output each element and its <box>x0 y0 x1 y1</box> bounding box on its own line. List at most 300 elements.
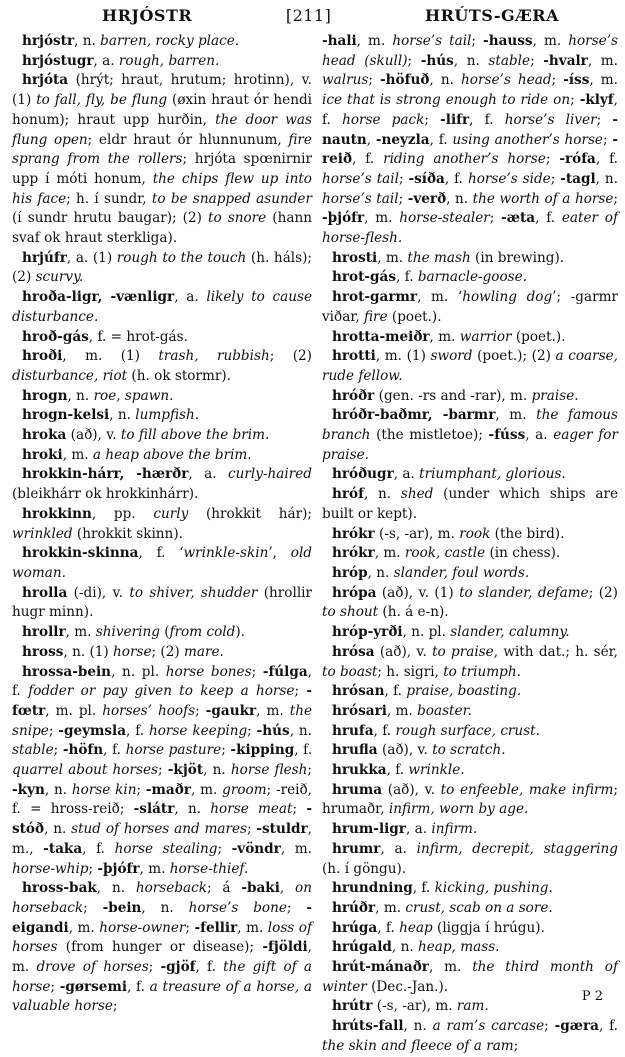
dictionary-entry <box>322 1017 618 1056</box>
grammar-text: , m. <box>237 919 268 936</box>
headword: -geymsla <box>58 722 127 739</box>
headword: -kyn <box>12 781 45 798</box>
definition: to triumph. <box>443 663 521 680</box>
headword: hroða-ligr, -vænligr <box>22 289 175 306</box>
grammar-text: (h. í göngu). <box>322 860 407 877</box>
definition: groom <box>222 781 267 798</box>
right-column <box>322 32 618 1057</box>
definition: horse’s tail <box>392 33 472 49</box>
definition: a heap above the brim. <box>92 446 252 463</box>
grammar-text: , n. <box>289 722 312 739</box>
definition: shed <box>400 486 434 503</box>
headword: -fúss <box>488 427 526 444</box>
headword: -reið <box>322 131 618 168</box>
grammar-text: , n. <box>391 939 418 956</box>
definition: to scratch. <box>432 742 506 759</box>
definition: horses’ hoofs <box>102 702 196 719</box>
grammar-text: , f. <box>444 170 468 187</box>
grammar-text: , a. <box>174 289 207 306</box>
definition: the chips flew up into his face <box>12 170 312 207</box>
definition: likely to cause disturbance. <box>12 289 312 325</box>
headword: -íss <box>563 72 590 89</box>
headword: hrokkin-hárr, -hærðr <box>22 466 189 483</box>
grammar-text: ; hrjóta spœnirnir upp í móti honum, <box>12 151 312 187</box>
definition: to enfeeble, make infirm <box>440 781 614 798</box>
headword: -kjöt <box>167 762 204 779</box>
headword: -baki <box>241 880 280 897</box>
dictionary-entry <box>322 328 618 348</box>
headword: hróp-yrði <box>332 624 403 641</box>
grammar-text: , a. (1) <box>66 249 117 266</box>
grammar-text: , m. <box>532 33 569 49</box>
grammar-text: , n. <box>44 781 72 798</box>
grammar-text: , f. <box>127 978 150 995</box>
headword: hrútr <box>332 998 373 1015</box>
definition: horse-thief. <box>169 860 249 877</box>
definition: the door was flung open <box>12 111 312 148</box>
headword: hrút-mánaðr <box>332 959 429 976</box>
headword: -höfuð <box>380 72 430 89</box>
grammar-text: (hrýt; hraut, hrutum; hrotinn), v. (1) <box>12 72 312 109</box>
headword: -gaukr <box>205 702 257 719</box>
definition: trash, rubbish <box>158 348 270 365</box>
grammar-text: , m. (1) <box>62 348 159 365</box>
definition: sword <box>430 348 473 365</box>
headword: hróðr <box>332 387 375 404</box>
grammar-text: , m. <box>190 781 223 798</box>
dictionary-entry <box>12 643 312 663</box>
definition: eater of horse-flesh. <box>322 210 618 247</box>
headword: hrundning <box>332 880 413 897</box>
grammar-text: , m. <box>364 210 400 227</box>
grammar-text: , m. pl. <box>45 702 103 719</box>
grammar-text: , n. pl. <box>111 663 166 680</box>
definition: howling dog <box>462 289 553 306</box>
grammar-text: ( <box>159 624 170 641</box>
grammar-text: (liggja í hrúgu). <box>432 919 545 936</box>
headword: -rófa <box>559 151 596 168</box>
dictionary-entry <box>12 406 312 426</box>
grammar-text: ; <box>48 722 59 739</box>
headword: hrot-garmr <box>332 289 418 306</box>
headword: -æta <box>501 210 536 227</box>
grammar-text: , f. <box>412 880 435 897</box>
definition: horse pasture <box>125 742 222 759</box>
grammar-text: , a. <box>188 466 229 483</box>
grammar-text: , n. pl. <box>402 624 451 641</box>
definition: slander, foul words. <box>393 564 530 581</box>
definition: to snore <box>208 210 267 227</box>
grammar-text: , m. <box>495 407 537 424</box>
grammar-text: , a. <box>525 427 554 444</box>
definition: from cold <box>169 624 236 641</box>
definition: old woman. <box>12 545 312 581</box>
headword: hróf <box>332 486 364 503</box>
grammar-text: ; (2) <box>269 348 312 365</box>
definition: ice that is strong enough to ride on <box>322 92 571 109</box>
grammar-text: ). <box>235 624 245 641</box>
grammar-text: , f. <box>386 762 409 779</box>
headword: -kipping <box>230 742 295 759</box>
grammar-text: , m. <box>139 860 170 877</box>
grammar-text: , n. <box>74 33 101 49</box>
dictionary-entry <box>12 446 312 466</box>
grammar-text: , f. <box>429 131 453 148</box>
grammar-text: , n. <box>174 801 211 818</box>
grammar-text: ; <box>398 170 409 187</box>
dictionary-entry <box>12 387 312 407</box>
headword: -hauss <box>483 33 533 49</box>
headword: -stuldr <box>256 821 308 838</box>
dictionary-entry <box>12 52 312 72</box>
definition: rook, castle <box>404 545 486 562</box>
dictionary-entry <box>12 328 312 348</box>
headword: hrufa <box>332 722 374 739</box>
headword: -höfn <box>62 742 104 759</box>
grammar-text: , f. <box>12 663 312 700</box>
dictionary-entry <box>12 249 312 288</box>
grammar-text: ; <box>544 1018 555 1035</box>
headword: hrúgald <box>332 939 392 956</box>
definition: horse-stealer <box>399 210 490 227</box>
definition: fire <box>363 308 388 325</box>
definition: to shout <box>322 604 379 621</box>
definition: to slander, defame <box>459 584 589 601</box>
grammar-text: (-s, -ar), m. <box>374 525 460 542</box>
dictionary-entry <box>322 643 618 682</box>
grammar-text: ; <box>292 801 307 818</box>
grammar-text: (hrokkit skinn). <box>72 525 183 542</box>
definition: the famous branch <box>322 407 618 444</box>
headword: -fúlga <box>262 663 308 680</box>
grammar-text: (hrokkit hár); <box>188 505 312 522</box>
headword: hrjóstr <box>22 33 75 49</box>
definition: to praise <box>432 643 494 660</box>
grammar-text: ; h. í sundr, <box>66 190 152 207</box>
dictionary-entry <box>322 958 618 997</box>
grammar-text: (poet.). <box>511 328 566 345</box>
grammar-text: ; <box>53 742 63 759</box>
headword: hrot-gás <box>332 269 396 286</box>
grammar-text: ; á <box>206 880 242 897</box>
header-right-guideword: HRÚTS-GÆRA <box>425 6 559 25</box>
grammar-text: , f. <box>384 683 407 700</box>
definition: horse flesh <box>230 762 308 779</box>
grammar-text: , f. <box>396 269 418 286</box>
grammar-text: ; <box>424 111 441 128</box>
grammar-text: , n. <box>453 52 489 69</box>
dictionary-entry <box>322 544 618 564</box>
definition: rook <box>459 525 491 542</box>
definition: disturbance, riot <box>12 367 128 384</box>
definition: rough surface, crust. <box>395 722 540 739</box>
definition: riding another’s horse <box>383 151 546 168</box>
definition: ram. <box>456 998 489 1015</box>
grammar-text: , m. (1) <box>375 348 431 365</box>
definition: wrinkle-skin <box>183 545 269 562</box>
grammar-text: , n. <box>44 821 72 838</box>
dictionary-entry <box>12 879 312 1017</box>
grammar-text: , m. <box>386 702 418 719</box>
grammar-text: ; <box>217 840 232 857</box>
grammar-text: (poet.). <box>387 308 442 325</box>
grammar-text: , m. <box>589 72 619 89</box>
grammar-text: ; h. sigri, <box>377 663 444 680</box>
grammar-text: , m. <box>587 52 618 69</box>
grammar-text: (að), v. (1) <box>376 584 460 601</box>
grammar-text: , m. <box>280 840 312 857</box>
headword: hroði <box>22 348 63 365</box>
grammar-text: , a. <box>405 821 432 838</box>
headword: hrokkin-skinna <box>22 545 139 562</box>
page-number: [211] <box>285 6 332 25</box>
definition: horse’s side <box>467 170 551 187</box>
dictionary-entry <box>12 584 312 623</box>
headword: -neyzla <box>375 131 430 148</box>
grammar-text: ; <box>112 998 118 1015</box>
definition: a treasure of a horse, a valuable horse <box>12 978 312 1015</box>
grammar-text: , n. <box>446 190 473 207</box>
definition: loss of horses <box>12 919 312 956</box>
grammar-text: , n. <box>595 170 618 187</box>
grammar-text: , n. <box>67 387 94 404</box>
headword: -hali <box>322 33 357 49</box>
dictionary-entry <box>322 584 618 623</box>
grammar-text: ; <box>294 683 307 700</box>
dictionary-entry <box>322 564 618 584</box>
grammar-text: (í sundr hrutu baugar); (2) <box>12 210 209 227</box>
headword: -gæra <box>554 1018 599 1035</box>
definition: rough to the touch <box>116 249 247 266</box>
definition: horseback <box>135 880 207 897</box>
headword: -klyf <box>579 92 614 109</box>
grammar-text: , m. <box>356 33 393 49</box>
grammar-text: , f. ‘ <box>138 545 184 562</box>
grammar-text: (h. á e-n). <box>378 604 449 621</box>
dictionary-entry <box>322 820 618 840</box>
grammar-text: (in chess). <box>485 545 561 562</box>
grammar-text: ; <box>513 1037 519 1054</box>
grammar-text: , n. <box>141 899 189 916</box>
definition: horse-owner <box>99 919 186 936</box>
headword: hrossa-bein <box>22 663 112 680</box>
definition: barnacle-goose. <box>417 269 528 286</box>
definition: infirm. <box>431 821 478 838</box>
headword: hrotti <box>332 348 376 365</box>
grammar-text: , <box>366 131 376 148</box>
grammar-text: ’; -garmr viðar, <box>322 289 619 325</box>
grammar-text: , m. <box>428 959 473 976</box>
definition: the worth of a horse <box>472 190 614 207</box>
definition: to fill above the brim. <box>120 427 270 444</box>
definition: curly-haired <box>228 466 312 483</box>
grammar-text: ; <box>136 781 146 798</box>
grammar-text: ; <box>489 210 502 227</box>
grammar-text: , f. <box>598 1018 618 1035</box>
headword: hrókr <box>332 525 375 542</box>
headword: -stóð <box>12 801 312 838</box>
dictionary-entry <box>322 268 618 288</box>
grammar-text: ; <box>195 702 206 719</box>
grammar-text: , m. <box>65 624 96 641</box>
definition: horse’s head (skull) <box>322 33 618 69</box>
headword: hróp <box>332 564 368 581</box>
headword: hrókr <box>332 545 375 562</box>
grammar-text: , a. <box>380 840 417 857</box>
grammar-text: ; hrumaðr, <box>322 781 618 818</box>
grammar-text: , m. <box>256 702 290 719</box>
grammar-text: (-s, -ar), m. <box>372 998 457 1015</box>
headword: -hvalr <box>543 52 588 69</box>
definition: quarrel about horses <box>12 762 158 779</box>
dictionary-entry <box>322 682 618 702</box>
definition: the snipe <box>12 702 312 739</box>
headword: hrósari <box>332 702 387 719</box>
definition: the gift of a horse <box>12 959 313 995</box>
grammar-text: , f. <box>352 151 384 168</box>
headword: hrufla <box>332 742 378 759</box>
grammar-text: ; <box>551 72 564 89</box>
grammar-text: (the mistletoe); <box>370 427 489 444</box>
headword: hrosti <box>332 249 378 266</box>
headword: hross-bak <box>22 880 97 897</box>
headword: -nautn <box>322 111 619 148</box>
definition: using another’s horse <box>452 131 603 148</box>
grammar-text: , n. <box>367 564 394 581</box>
definition: lumpfish. <box>135 407 200 424</box>
dictionary-entry <box>12 505 312 544</box>
definition: a ram’s carcase <box>432 1018 545 1035</box>
definition: horse keeping <box>148 722 248 739</box>
grammar-text: , f. <box>294 742 313 759</box>
headword: -slátr <box>133 801 175 818</box>
headword: hross <box>22 643 64 660</box>
dictionary-entry <box>322 387 618 407</box>
grammar-text: , f. <box>195 959 224 976</box>
grammar-text: (bleikhárr ok hrokkinhárr). <box>12 486 199 503</box>
grammar-text: ; <box>602 131 613 148</box>
headword: hrum-ligr <box>332 821 406 838</box>
grammar-text: , f. <box>322 92 618 128</box>
grammar-text: , n. <box>403 1018 433 1035</box>
headword: hrjúfr <box>22 249 67 266</box>
definition: to fall, fly, be flung <box>36 92 168 109</box>
dictionary-entry <box>12 32 312 52</box>
definition: horse bones <box>165 663 252 680</box>
grammar-text: (poet.); (2) <box>472 348 556 365</box>
grammar-text: (að), v. <box>382 781 441 798</box>
grammar-text: ; <box>307 762 312 779</box>
definition: wrinkled <box>12 525 73 542</box>
grammar-text: (under which ships are built or kept). <box>322 486 618 522</box>
dictionary-entry <box>322 938 618 958</box>
definition: warrior <box>459 328 512 345</box>
grammar-text: ; <box>221 742 231 759</box>
definition: horse meat <box>210 801 293 818</box>
grammar-text: , f. <box>377 919 400 936</box>
headword: hrúga <box>332 919 378 936</box>
grammar-text: ; -reið, f. = hross-reið; <box>12 781 312 818</box>
grammar-text: , f. <box>103 742 126 759</box>
headword: -fœtr <box>12 683 312 719</box>
definition: walrus <box>322 72 369 89</box>
grammar-text: (the bird). <box>490 525 565 542</box>
definition: on horseback <box>12 880 312 916</box>
definition: slander, calumny. <box>450 624 570 641</box>
headword: -verð <box>407 190 447 207</box>
dictionary-entry <box>322 406 618 465</box>
grammar-text: (að), v. <box>377 742 433 759</box>
headword: -hús <box>256 722 290 739</box>
headword: -fellir <box>194 919 238 936</box>
headword: -hús <box>420 52 454 69</box>
dictionary-entry <box>322 485 618 524</box>
definition: stable <box>488 52 531 69</box>
headword: hroð-gás <box>22 328 89 345</box>
definition: fire sprang from the rollers <box>12 131 312 168</box>
headword: hroka <box>22 427 67 444</box>
grammar-text: ; <box>185 919 195 936</box>
headword: -maðr <box>145 781 191 798</box>
grammar-text: , f. <box>469 111 505 128</box>
definition: crust, scab on a sore. <box>405 899 553 916</box>
dictionary-entry <box>322 761 618 781</box>
dictionary-entry <box>12 663 312 880</box>
dictionary-entry <box>322 997 618 1017</box>
grammar-text: , with dat.; h. sér, <box>493 643 618 660</box>
grammar-text: ; (2) <box>151 643 184 660</box>
definition: praise, boasting. <box>406 683 522 700</box>
grammar-text: (h. háls); (2) <box>12 249 313 286</box>
definition: horse-whip <box>12 860 89 877</box>
grammar-text: , n. <box>363 486 401 503</box>
definition: to be snapped asunder <box>151 190 312 207</box>
definition: horse pack <box>342 111 425 128</box>
definition: horse’s head <box>461 72 552 89</box>
dictionary-entry <box>12 623 312 643</box>
headword: -gørsemi <box>59 978 128 995</box>
definition: horse’s bone <box>188 899 287 916</box>
grammar-text: ; <box>550 170 561 187</box>
definition: drove of horses <box>36 959 149 976</box>
grammar-text: , f. <box>82 840 115 857</box>
definition: horse stealing <box>114 840 218 857</box>
headword: hroki <box>22 446 63 463</box>
headword: hróðugr <box>332 466 394 483</box>
definition: a coarse, rude fellow. <box>322 348 618 384</box>
grammar-text: (að), v. <box>66 427 121 444</box>
headword: hrolla <box>22 584 68 601</box>
headword: -taka <box>43 840 83 857</box>
definition: infirm, worn by age. <box>388 801 529 818</box>
dictionary-entry <box>322 899 618 919</box>
grammar-text: (hrollir hugr minn). <box>12 584 313 621</box>
headword: -vöndr <box>231 840 281 857</box>
headword: hróðr-baðmr, -barmr <box>332 407 496 424</box>
headword: hrogn <box>22 387 68 404</box>
grammar-text: ; <box>286 899 307 916</box>
grammar-text: , f. <box>535 210 562 227</box>
dictionary-entry <box>322 702 618 722</box>
headword: hrúðr <box>332 899 376 916</box>
grammar-text: , m., <box>12 821 313 857</box>
grammar-text: ; <box>471 33 484 49</box>
grammar-text: (hann svaf ok hraut sterkliga). <box>12 210 312 247</box>
headword: -gjöf <box>160 959 196 976</box>
grammar-text: , f. = hrot-gás. <box>88 328 188 345</box>
definition: barren, rocky place. <box>100 33 240 49</box>
dictionary-entry <box>322 347 618 386</box>
